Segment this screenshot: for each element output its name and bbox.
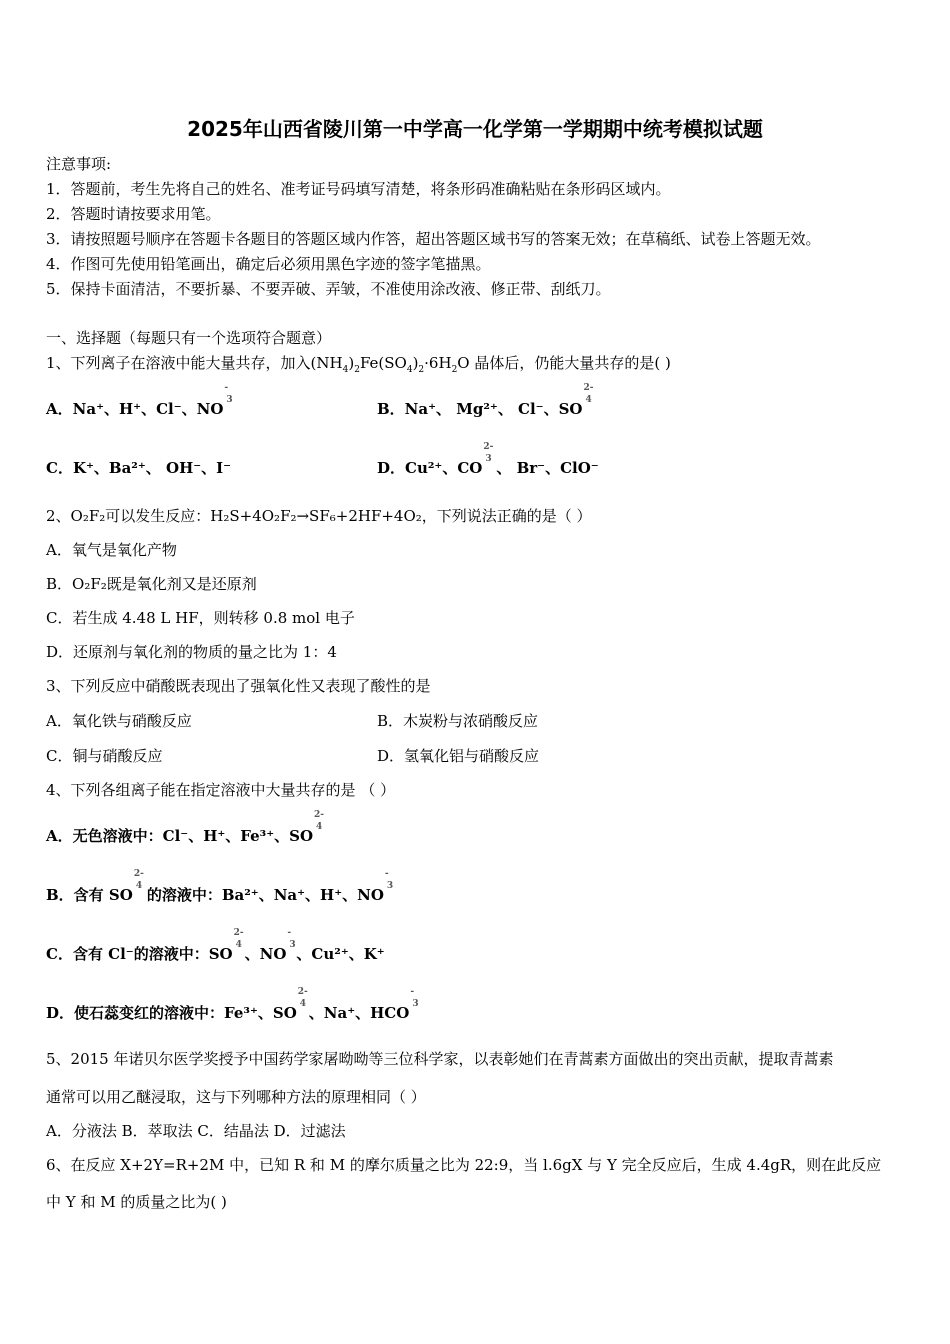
question-2-option-a[interactable]: A．氧气是氧化产物: [46, 541, 177, 559]
question-5-stem-continued: 通常可以用乙醚浸取，这与下列哪种方法的原理相同（ ）: [46, 1088, 426, 1106]
note-item: 1．答题前，考生先将自己的姓名、准考证号码填写清楚，将条形码准确粘贴在条形码区域内。: [46, 180, 671, 198]
question-4-option-d[interactable]: D．使石蕊变红的溶液中：Fe³⁺、SO 2- 4 、Na⁺、HCO - 3: [46, 987, 419, 1022]
question-1-option-b[interactable]: B．Na⁺、 Mg²⁺、 Cl⁻、SO 2- 4: [377, 383, 594, 418]
question-4-stem: 4、下列各组离子能在指定溶液中大量共存的是 （ ）: [46, 781, 396, 799]
notes-header: 注意事项:: [46, 155, 112, 173]
note-item: 5．保持卡面清洁，不要折暴、不要弄破、弄皱，不准使用涂改液、修正带、刮纸刀。: [46, 280, 611, 298]
section-heading: 一、选择题（每题只有一个选项符合题意）: [46, 329, 332, 347]
question-1-option-a[interactable]: A．Na⁺、H⁺、Cl⁻、NO - 3: [46, 383, 233, 418]
question-4-option-a[interactable]: A．无色溶液中：Cl⁻、H⁺、Fe³⁺、SO 2- 4: [46, 810, 325, 845]
note-item: 4．作图可先使用铅笔画出，确定后必须用黑色字迹的签字笔描黑。: [46, 255, 491, 273]
question-3-stem: 3、下列反应中硝酸既表现出了强氧化性又表现了酸性的是: [46, 677, 431, 695]
question-1-stem: 1、下列离子在溶液中能大量共存，加入$(NH_4)_2Fe(SO_4)_2\cdot 6H_2O$ 晶体后，仍能大量共存的是( ): [46, 354, 671, 375]
question-4-option-b[interactable]: B．含有 SO 2- 4 的溶液中：Ba²⁺、Na⁺、H⁺、NO - 3: [46, 869, 394, 904]
question-4-option-c[interactable]: C．含有 Cl⁻的溶液中：SO 2- 4 、NO - 3 、Cu²⁺、K⁺: [46, 928, 385, 963]
note-item: 2．答题时请按要求用笔。: [46, 205, 221, 223]
question-3-option-b[interactable]: B．木炭粉与浓硝酸反应: [377, 712, 539, 730]
question-2-option-c[interactable]: C．若生成 4.48 L HF，则转移 0.8 mol 电子: [46, 609, 355, 627]
page-title: 2025年山西省陵川第一中学高一化学第一学期期中统考模拟试题: [187, 117, 763, 141]
question-2-option-d[interactable]: D．还原剂与氧化剂的物质的量之比为 1：4: [46, 643, 337, 661]
question-5-stem: 5、2015 年诺贝尔医学奖授予中国药学家屠呦呦等三位科学家，以表彰她们在青蒿素方面做出的突出贡献，提取青蒿素: [46, 1050, 834, 1068]
question-1-option-c[interactable]: C．K⁺、Ba²⁺、 OH⁻、I⁻: [46, 459, 232, 477]
question-6-stem-continued: 中 Y 和 M 的质量之比为( ): [46, 1193, 227, 1211]
question-1-option-d[interactable]: D．Cu²⁺、CO 2- 3 、 Br⁻、ClO⁻: [377, 442, 599, 477]
question-5-options[interactable]: A．分液法 B．萃取法 C．结晶法 D．过滤法: [46, 1122, 346, 1140]
note-item: 3．请按照题号顺序在答题卡各题目的答题区域内作答，超出答题区域书写的答案无效；在草稿纸、试卷上答题无效。: [46, 230, 821, 248]
question-3-option-a[interactable]: A．氧化铁与硝酸反应: [46, 712, 192, 730]
question-3-option-d[interactable]: D．氢氧化铝与硝酸反应: [377, 747, 540, 765]
question-2-stem: 2、O₂F₂可以发生反应：H₂S+4O₂F₂→SF₆+2HF+4O₂，下列说法正确的是（ ）: [46, 507, 592, 525]
question-6-stem: 6、在反应 X+2Y=R+2M 中，已知 R 和 M 的摩尔质量之比为 22:9，当 l.6gX 与 Y 完全反应后，生成 4.4gR，则在此反应: [46, 1156, 882, 1174]
question-3-option-c[interactable]: C．铜与硝酸反应: [46, 747, 163, 765]
question-2-option-b[interactable]: B．O₂F₂既是氧化剂又是还原剂: [46, 575, 257, 593]
